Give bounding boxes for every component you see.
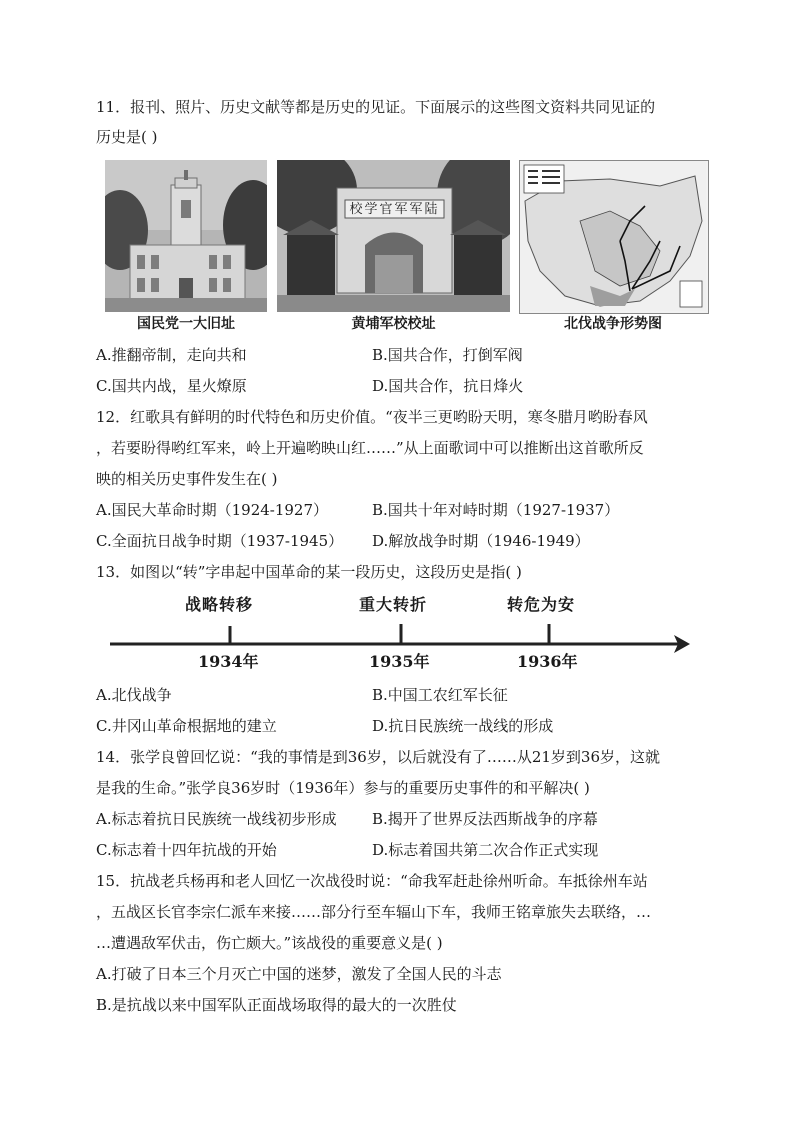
q14-option-c[interactable]: C.标志着十四年抗战的开始 xyxy=(96,841,277,859)
q13-stem-line1: 13．如图以“转”字串起中国革命的某一段历史，这段历史是指( ) xyxy=(96,563,522,581)
whampoa-gate-photo xyxy=(277,160,510,312)
q13-option-c[interactable]: C.井冈山革命根据地的建立 xyxy=(96,717,277,735)
timeline-label-strategic-shift: 战略转移 xyxy=(185,595,254,614)
gate-sign-text: 陆 军 军 官 学 校 xyxy=(349,202,440,217)
q13-option-a[interactable]: A.北伐战争 xyxy=(96,686,172,704)
timeline-label-major-turn: 重大转折 xyxy=(359,595,428,614)
q14-option-a[interactable]: A.标志着抗日民族统一战线初步形成 xyxy=(96,810,337,828)
q15-stem-line2: ，五战区长官李宗仁派车来接……部分行至车辐山下车，我师王铭章旅失去联络，… xyxy=(96,903,652,921)
caption-whampoa-academy: 黄埔军校校址 xyxy=(351,316,436,332)
q13-option-b[interactable]: B.中国工农红军长征 xyxy=(372,686,508,704)
timeline-year-1936: 1936年 xyxy=(517,652,578,671)
northern-expedition-map xyxy=(519,160,709,314)
timeline-label-turn-to-safety: 转危为安 xyxy=(507,595,576,614)
q15-stem-line3: …遭遇敌军伏击，伤亡颇大。”该战役的重要意义是( ) xyxy=(96,934,443,952)
q14-option-b[interactable]: B.揭开了世界反法西斯战争的序幕 xyxy=(372,810,598,828)
revolution-timeline xyxy=(108,588,693,673)
q14-stem-line2: 是我的生命。”张学良36岁时（1936年）参与的重要历史事件的和平解决( ) xyxy=(96,779,590,797)
q14-option-d[interactable]: D.标志着国共第二次合作正式实现 xyxy=(372,841,599,859)
q13-option-d[interactable]: D.抗日民族统一战线的形成 xyxy=(372,717,554,735)
caption-kmt-congress-site: 国民党一大旧址 xyxy=(137,316,235,332)
q12-option-b[interactable]: B.国共十年对峙时期（1927-1937） xyxy=(372,501,620,519)
caption-northern-expedition-map: 北伐战争形势图 xyxy=(564,316,662,332)
q15-option-b[interactable]: B.是抗战以来中国军队正面战场取得的最大的一次胜仗 xyxy=(96,996,457,1014)
timeline-year-1935: 1935年 xyxy=(369,652,430,671)
q11-option-c[interactable]: C.国共内战，星火燎原 xyxy=(96,377,247,395)
q12-option-a[interactable]: A.国民大革命时期（1924-1927） xyxy=(96,501,329,519)
q11-stem-line2: 历史是( ) xyxy=(96,128,158,146)
q12-option-d[interactable]: D.解放战争时期（1946-1949） xyxy=(372,532,590,550)
q12-stem-line3: 映的相关历史事件发生在( ) xyxy=(96,470,278,488)
q11-option-b[interactable]: B.国共合作，打倒军阀 xyxy=(372,346,523,364)
kmt-congress-photo xyxy=(105,160,267,312)
q12-stem-line1: 12．红歌具有鲜明的时代特色和历史价值。“夜半三更哟盼天明，寒冬腊月哟盼春风 xyxy=(96,408,648,426)
timeline-year-1934: 1934年 xyxy=(198,652,259,671)
q15-option-a[interactable]: A.打破了日本三个月灭亡中国的迷梦，激发了全国人民的斗志 xyxy=(96,965,502,983)
q12-stem-line2: ，若要盼得哟红军来，岭上开遍哟映山红……”从上面歌词中可以推断出这首歌所反 xyxy=(96,439,644,457)
q12-option-c[interactable]: C.全面抗日战争时期（1937-1945） xyxy=(96,532,344,550)
q11-stem-line1: 11．报刊、照片、历史文献等都是历史的见证。下面展示的这些图文资料共同见证的 xyxy=(96,98,656,116)
q11-option-d[interactable]: D.国共合作，抗日烽火 xyxy=(372,377,524,395)
q14-stem-line1: 14．张学良曾回忆说：“我的事情是到36岁，以后就没有了……从21岁到36岁，这就 xyxy=(96,748,661,766)
q11-option-a[interactable]: A.推翻帝制，走向共和 xyxy=(96,346,247,364)
q15-stem-line1: 15．抗战老兵杨再和老人回忆一次战役时说：“命我军赶赴徐州听命。车抵徐州车站 xyxy=(96,872,648,890)
